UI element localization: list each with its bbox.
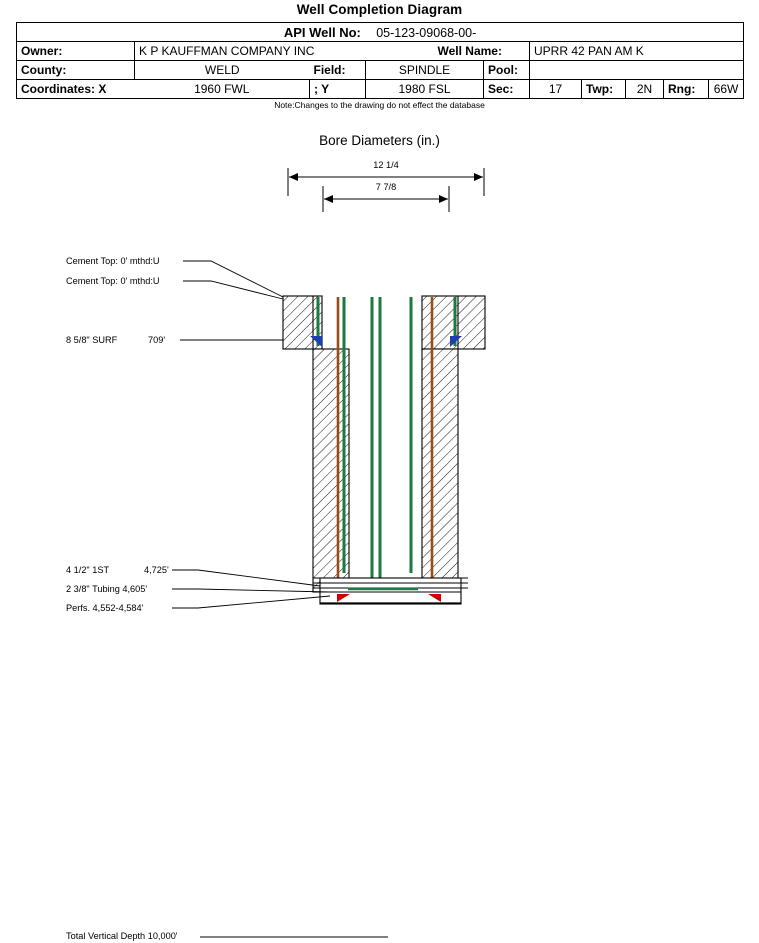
well-name-label: Well Name: <box>434 42 530 61</box>
bore-diameters-heading: Bore Diameters (in.) <box>319 133 440 148</box>
county-label: County: <box>17 61 135 80</box>
api-label: API Well No: <box>283 24 361 40</box>
first-casing-label: 4 1/2" 1ST <box>66 565 110 575</box>
perfs-label: Perfs. 4,552-4,584' <box>66 603 144 613</box>
surface-casing-label: 8 5/8" SURF <box>66 335 118 345</box>
bottom-hole-assembly <box>313 578 468 604</box>
surface-casing-body <box>283 296 485 349</box>
twp-value: 2N <box>626 80 664 99</box>
twp-label: Twp: <box>582 80 626 99</box>
bore-dimension-inner <box>323 182 449 212</box>
well-header-table <box>16 22 744 99</box>
coord-y-value: 1980 FSL <box>366 80 484 99</box>
cement-top-2-label: Cement Top: 0' mthd:U <box>66 276 160 286</box>
api-cell <box>17 23 744 42</box>
surface-casing-shoe-left <box>310 336 322 347</box>
cement-top-1-label: Cement Top: 0' mthd:U <box>66 256 160 266</box>
api-value: 05-123-09068-00- <box>376 25 477 40</box>
surface-casing-depth-label: 709' <box>148 335 166 345</box>
leader-lines <box>172 261 388 937</box>
pool-value <box>530 61 744 80</box>
drawing-note: Note:Changes to the drawing do not effect the database <box>274 100 485 110</box>
coord-y-label: ; Y <box>310 80 366 99</box>
well-name-value: UPRR 42 PAN AM K <box>530 42 744 61</box>
table-row-coordinates <box>17 80 744 99</box>
coord-x-value: 1960 FWL <box>135 80 310 99</box>
rng-value: 66W <box>709 80 744 99</box>
page-title: Well Completion Diagram <box>296 2 463 17</box>
outer-diameter-label: 12 1/4 <box>373 160 399 170</box>
sec-value: 17 <box>530 80 582 99</box>
sec-label: Sec: <box>484 80 530 99</box>
field-value: SPINDLE <box>366 61 484 80</box>
tubing-label: 2 3/8" Tubing 4,605' <box>66 584 148 594</box>
field-label: Field: <box>310 61 366 80</box>
owner-label: Owner: <box>17 42 135 61</box>
county-value: WELD <box>135 61 310 80</box>
table-row-county <box>17 61 744 80</box>
owner-value: K P KAUFFMAN COMPANY INC <box>135 42 434 61</box>
pool-label: Pool: <box>484 61 530 80</box>
table-row-api <box>17 23 744 42</box>
production-hole-body <box>313 296 458 592</box>
bore-dimension-outer <box>288 160 484 196</box>
rng-label: Rng: <box>664 80 709 99</box>
cement-column-left <box>318 297 344 573</box>
tubing-string <box>372 297 380 589</box>
first-casing-depth-label: 4,725' <box>144 565 169 575</box>
total-vertical-depth-label: Total Vertical Depth 10,000' <box>66 931 178 941</box>
surface-casing-shoe-right <box>450 336 462 347</box>
coordinates-label: Coordinates: X <box>17 80 135 99</box>
cement-column-right <box>411 297 455 573</box>
table-row-owner <box>17 42 744 61</box>
inner-diameter-label: 7 7/8 <box>375 182 397 192</box>
